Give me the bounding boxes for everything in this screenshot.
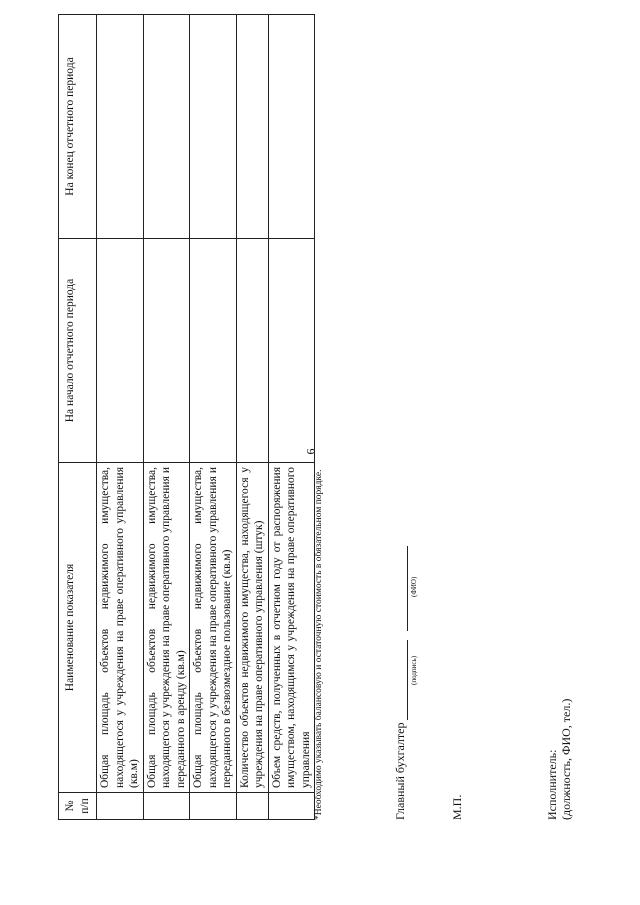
- signature-field: [407, 640, 408, 720]
- row-indicator-name: Общая площадь объектов недвижимого имущества, находящегося у учреждения на праве оперативного управления и переданного в аренду (кв.м): [143, 463, 190, 793]
- row-start-value: [268, 239, 315, 463]
- row-num: [268, 793, 315, 820]
- row-start-value: [143, 239, 190, 463]
- row-end-value: [143, 15, 190, 239]
- row-indicator-name: Общая площадь объектов недвижимого имущества, находящегося у учреждения на праве оперативного управления и переданного в безвозмездное пользование (кв.м): [190, 463, 237, 793]
- row-end-value: [97, 15, 144, 239]
- header-num: № п/п: [59, 793, 97, 820]
- row-start-value: [97, 239, 144, 463]
- page-number: 6: [303, 448, 318, 455]
- row-start-value: [236, 239, 268, 463]
- row-num: [97, 793, 144, 820]
- name-field: [407, 546, 408, 631]
- row-indicator-name: Количество объектов недвижимого имущества, находящегося у учреждения на праве оперативного управления (штук): [236, 463, 268, 793]
- executor-details: (должность, ФИО, тел.): [559, 698, 573, 820]
- row-end-value: [268, 15, 315, 239]
- table-row: [268, 15, 315, 820]
- signature-caption: (подпись): [410, 655, 418, 685]
- chief-accountant-label: Главный бухгалтер: [393, 722, 407, 820]
- table-header-row: [59, 15, 97, 820]
- row-num: [143, 793, 190, 820]
- row-end-value: [190, 15, 237, 239]
- footnote: *Необходимо указывать балансовую и остаточную стоимость в обязательном порядке.: [314, 469, 324, 820]
- signature-line: [393, 546, 408, 820]
- name-caption: (ФИО): [410, 576, 418, 597]
- table-row: [143, 15, 190, 820]
- header-name: Наименование показателя: [59, 463, 97, 793]
- rotated-page-content: [48, 35, 608, 875]
- row-indicator-name: Объем средств, полученных в отчетном году от распоряжения имуществом, находящимся у учреждения на праве оперативного управления: [268, 463, 315, 793]
- row-num: [190, 793, 237, 820]
- row-start-value: [190, 239, 237, 463]
- executor-label: Исполнитель:: [545, 749, 559, 820]
- row-end-value: [236, 15, 268, 239]
- header-start-period: На начало отчетного периода: [59, 239, 97, 463]
- header-end-period: На конец отчетного периода: [59, 15, 97, 239]
- table-row: [236, 15, 268, 820]
- indicators-table: [58, 14, 315, 820]
- row-num: [236, 793, 268, 820]
- table-row: [190, 15, 237, 820]
- table-row: [97, 15, 144, 820]
- row-indicator-name: Общая площадь объектов недвижимого имущества, находящегося у учреждения на праве оперативного управления (кв.м): [97, 463, 144, 793]
- stamp-place: М.П.: [450, 794, 464, 820]
